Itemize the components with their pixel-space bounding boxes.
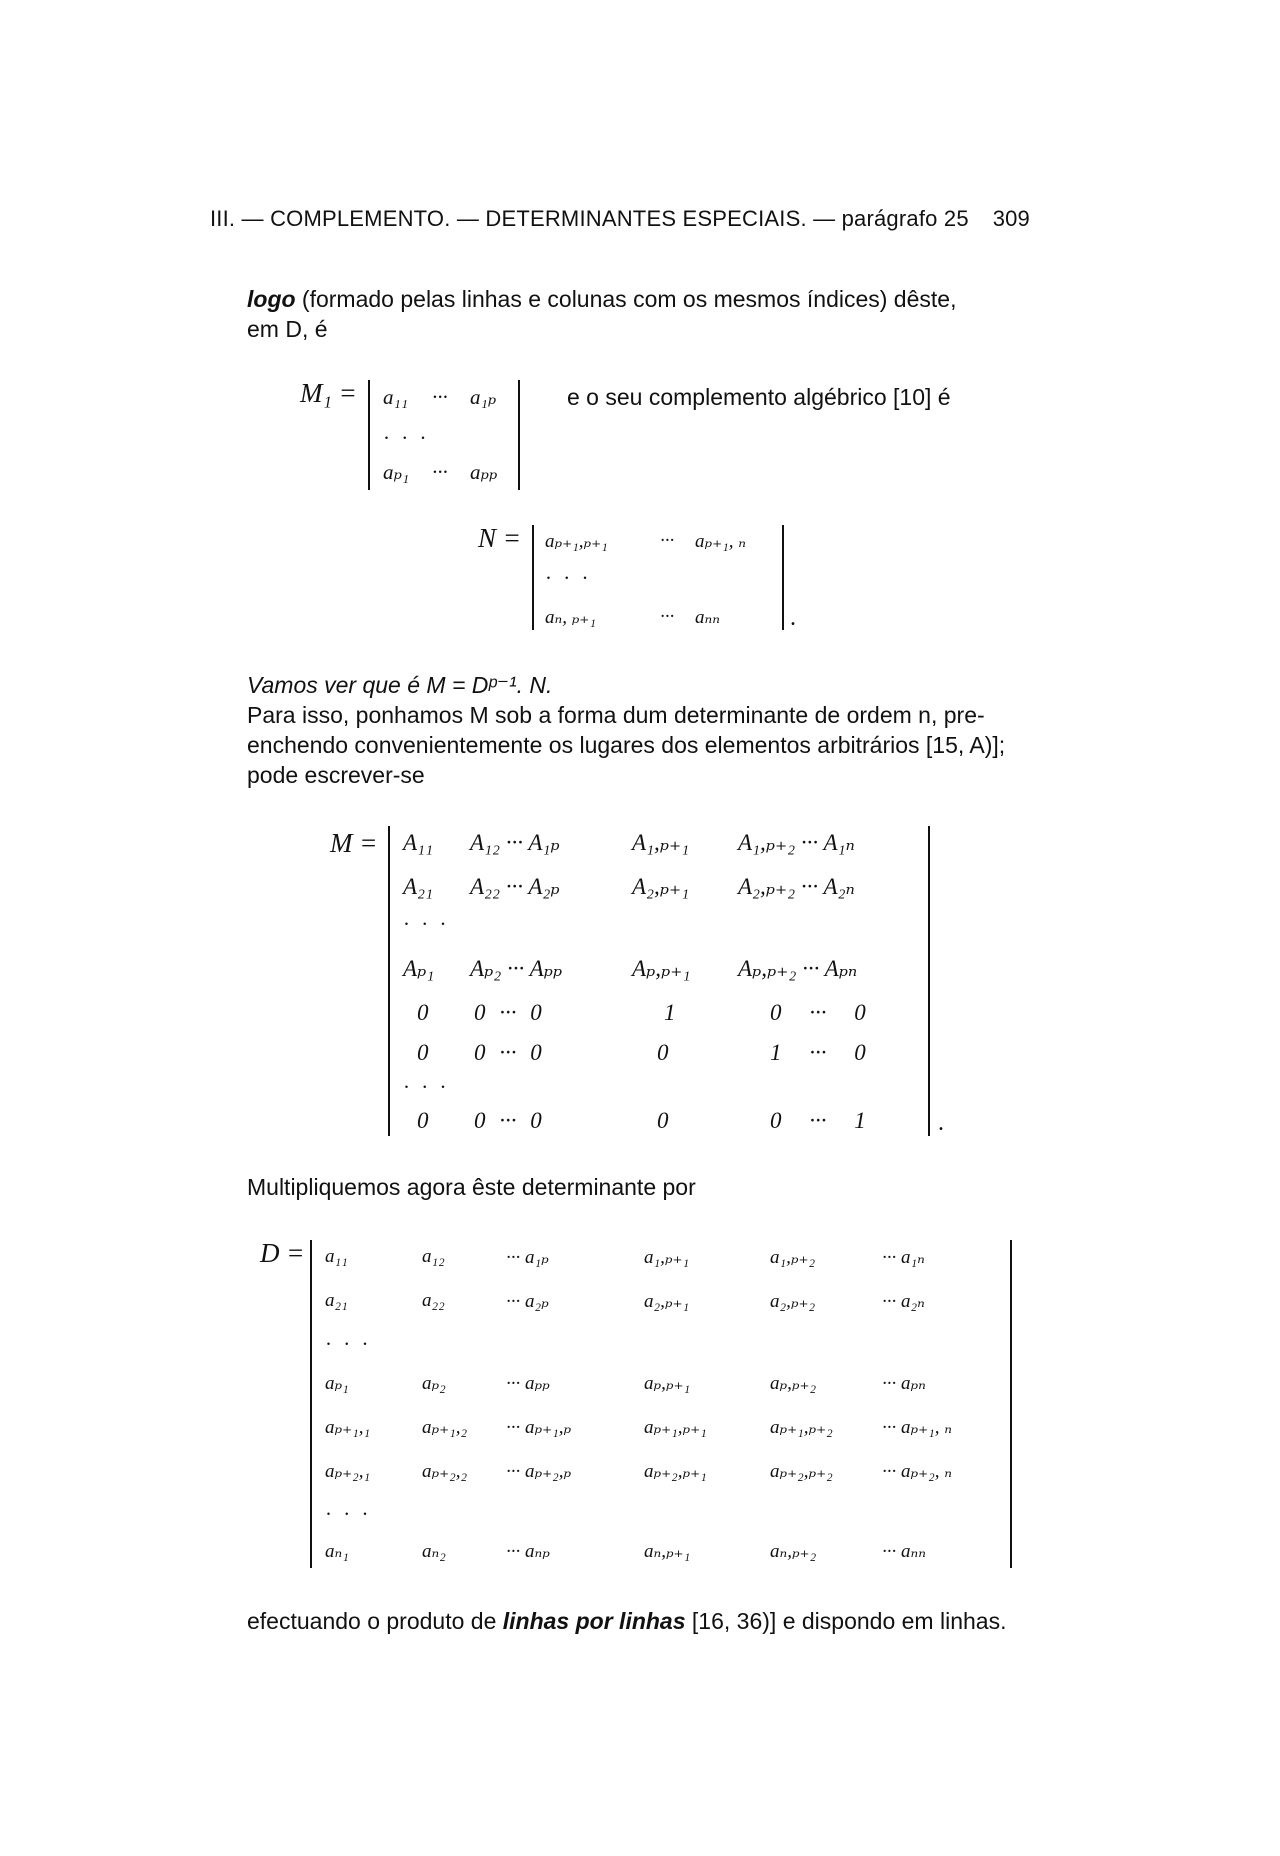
m-cell-r1c1: A₁₁ xyxy=(403,830,434,855)
n-row1-ellipsis: ··· xyxy=(660,530,675,551)
m-cell-r2c2: A₂₂ ··· A₂ₚ xyxy=(470,874,560,899)
m-cell-r5c3: 1 xyxy=(664,1000,676,1025)
m-cell-r4c4: Aₚ,ₚ₊₂ ··· Aₚₙ xyxy=(738,956,858,981)
m-cell-r1c3: A₁,ₚ₊₁ xyxy=(632,830,690,855)
running-header xyxy=(210,206,1030,232)
d-cell-r1c6: ··· a₁ₙ xyxy=(882,1247,925,1268)
m-right-bar xyxy=(928,826,930,1136)
m1-ap1: aₚ₁ xyxy=(383,460,410,484)
d-cell-r6c3: ··· aₚ₊₂,ₚ xyxy=(506,1461,572,1482)
para2-line2: enchendo convenientemente os lugares dos elementos arbitrários [15, A)]; xyxy=(247,732,1006,758)
m-cell-r8c4: 0 ··· 1 xyxy=(770,1108,866,1133)
n-left-bar xyxy=(532,525,534,630)
n-period: . xyxy=(790,605,796,631)
m-dots-row7: · · · xyxy=(403,1075,450,1099)
d-cell-r6c6: ··· aₚ₊₂, ₙ xyxy=(882,1461,952,1482)
d-cell-r5c6: ··· aₚ₊₁, ₙ xyxy=(882,1417,952,1438)
m-cell-r5c1: 0 xyxy=(417,1000,429,1025)
d-cell-r2c1: a₂₁ xyxy=(325,1290,348,1311)
m-cell-r4c1: Aₚ₁ xyxy=(403,956,435,981)
complement-text: e o seu complemento algébrico [10] é xyxy=(567,384,951,410)
m-cell-r8c3: 0 xyxy=(657,1108,669,1133)
closing-before: efectuando o produto de xyxy=(247,1608,503,1634)
m-cell-r4c3: Aₚ,ₚ₊₁ xyxy=(632,956,691,981)
d-cell-r2c5: a₂,ₚ₊₂ xyxy=(770,1291,816,1312)
m-period: . xyxy=(938,1110,944,1136)
d-left-bar xyxy=(310,1240,312,1568)
m1-label: M₁ = xyxy=(300,378,357,408)
intro-line1-rest: (formado pelas linhas e colunas com os mesmos índices) dêste, xyxy=(295,286,957,312)
n-right-bar xyxy=(782,525,784,630)
m1-right-bar xyxy=(518,380,520,490)
m-cell-r5c4: 0 ··· 0 xyxy=(770,1000,866,1025)
para2-line3: pode escrever-se xyxy=(247,762,425,788)
m-cell-r6c1: 0 xyxy=(417,1040,429,1065)
d-cell-r8c4: aₙ,ₚ₊₁ xyxy=(644,1541,691,1562)
m1-row2-ellipsis: ··· xyxy=(432,460,448,484)
d-right-bar xyxy=(1010,1240,1012,1568)
m1-a1p: a₁ₚ xyxy=(470,385,497,409)
d-cell-r2c6: ··· a₂ₙ xyxy=(882,1291,925,1312)
m1-left-bar xyxy=(368,380,370,490)
d-cell-r5c5: aₚ₊₁,ₚ₊₂ xyxy=(770,1417,833,1438)
d-cell-r2c3: ··· a₂ₚ xyxy=(506,1291,549,1312)
m-left-bar xyxy=(388,826,390,1136)
closing-after: [16, 36)] e dispondo em linhas. xyxy=(685,1608,1007,1634)
m-cell-r2c3: A₂,ₚ₊₁ xyxy=(632,874,690,899)
n-vertical-dots: · · · xyxy=(545,566,592,590)
paragraph-2 xyxy=(247,700,1027,790)
para2-line1: Para isso, ponhamos M sob a forma dum determinante de ordem n, pre- xyxy=(247,702,985,728)
d-cell-r4c2: aₚ₂ xyxy=(422,1373,446,1394)
d-cell-r1c1: a₁₁ xyxy=(325,1246,348,1267)
d-cell-r1c5: a₁,ₚ₊₂ xyxy=(770,1247,816,1268)
d-cell-r6c5: aₚ₊₂,ₚ₊₂ xyxy=(770,1461,833,1482)
m-cell-r1c4: A₁,ₚ₊₂ ··· A₁ₙ xyxy=(738,830,855,855)
d-cell-r5c4: aₚ₊₁,ₚ₊₁ xyxy=(644,1417,707,1438)
d-cell-r4c4: aₚ,ₚ₊₁ xyxy=(644,1373,691,1394)
d-cell-r8c1: aₙ₁ xyxy=(325,1541,349,1562)
d-cell-r2c4: a₂,ₚ₊₁ xyxy=(644,1291,690,1312)
n-entry-11: aₚ₊₁,ₚ₊₁ xyxy=(545,531,608,552)
m-cell-r4c2: Aₚ₂ ··· Aₚₚ xyxy=(470,956,563,981)
m-cell-r8c2: 0 ··· 0 xyxy=(474,1108,542,1133)
d-cell-r8c6: ··· aₙₙ xyxy=(882,1541,926,1562)
d-cell-r8c3: ··· aₙₚ xyxy=(506,1541,550,1562)
n-entry-nn: aₙₙ xyxy=(695,607,720,628)
d-cell-r6c4: aₚ₊₂,ₚ₊₁ xyxy=(644,1461,707,1482)
paragraph-3: Multipliquemos agora êste determinante por xyxy=(247,1174,696,1200)
intro-paragraph xyxy=(247,284,1027,344)
d-cell-r4c6: ··· aₚₙ xyxy=(882,1373,926,1394)
m1-a11: a₁₁ xyxy=(383,385,409,409)
m1-vertical-dots: · · · xyxy=(383,426,430,450)
d-cell-r5c2: aₚ₊₁,₂ xyxy=(422,1417,468,1438)
n-label: N = xyxy=(478,523,521,553)
d-cell-r5c3: ··· aₚ₊₁,ₚ xyxy=(506,1417,572,1438)
d-vertical-dots: · · · xyxy=(325,1502,372,1526)
d-cell-r6c1: aₚ₊₂,₁ xyxy=(325,1461,371,1482)
d-cell-r4c3: ··· aₚₚ xyxy=(506,1373,550,1394)
claim-line: Vamos ver que é M = Dᵖ⁻¹. N. xyxy=(247,672,553,698)
m-label: M = xyxy=(330,828,378,858)
d-cell-r5c1: aₚ₊₁,₁ xyxy=(325,1417,371,1438)
n-row2-ellipsis: ··· xyxy=(660,606,675,627)
m-cell-r8c1: 0 xyxy=(417,1108,429,1133)
m-cell-r6c4: 1 ··· 0 xyxy=(770,1040,866,1065)
d-cell-r4c1: aₚ₁ xyxy=(325,1373,349,1394)
page-number: 309 xyxy=(992,206,1030,231)
running-title: III. — COMPLEMENTO. — DETERMINANTES ESPECIAIS. — parágrafo 25 xyxy=(210,206,969,231)
m-cell-r6c3: 0 xyxy=(657,1040,669,1065)
d-cell-r8c5: aₙ,ₚ₊₂ xyxy=(770,1541,817,1562)
n-entry-n1: aₙ, ₚ₊₁ xyxy=(545,607,596,628)
d-cell-r1c2: a₁₂ xyxy=(422,1246,445,1267)
m1-row1-ellipsis: ··· xyxy=(432,385,448,409)
d-cell-r4c5: aₚ,ₚ₊₂ xyxy=(770,1373,817,1394)
intro-italic-word: logo xyxy=(247,286,296,312)
d-cell-r8c2: aₙ₂ xyxy=(422,1541,446,1562)
m-dots-row3: · · · xyxy=(403,912,450,936)
m-cell-r5c2: 0 ··· 0 xyxy=(474,1000,542,1025)
d-cell-r1c3: ··· a₁ₚ xyxy=(506,1247,549,1268)
d-label: D = xyxy=(260,1238,305,1268)
m-cell-r2c4: A₂,ₚ₊₂ ··· A₂ₙ xyxy=(738,874,855,899)
d-vertical-dots: · · · xyxy=(325,1332,372,1356)
m-cell-r1c2: A₁₂ ··· A₁ₚ xyxy=(470,830,560,855)
d-cell-r1c4: a₁,ₚ₊₁ xyxy=(644,1247,690,1268)
closing-italic: linhas por linhas xyxy=(502,1608,686,1634)
d-cell-r6c2: aₚ₊₂,₂ xyxy=(422,1461,468,1482)
m1-app: aₚₚ xyxy=(470,460,498,484)
m-cell-r2c1: A₂₁ xyxy=(403,874,434,899)
m-cell-r6c2: 0 ··· 0 xyxy=(474,1040,542,1065)
n-entry-1n: aₚ₊₁, ₙ xyxy=(695,531,746,552)
d-cell-r2c2: a₂₂ xyxy=(422,1290,445,1311)
intro-line2: em D, é xyxy=(247,316,328,342)
closing-paragraph xyxy=(247,1606,1047,1636)
